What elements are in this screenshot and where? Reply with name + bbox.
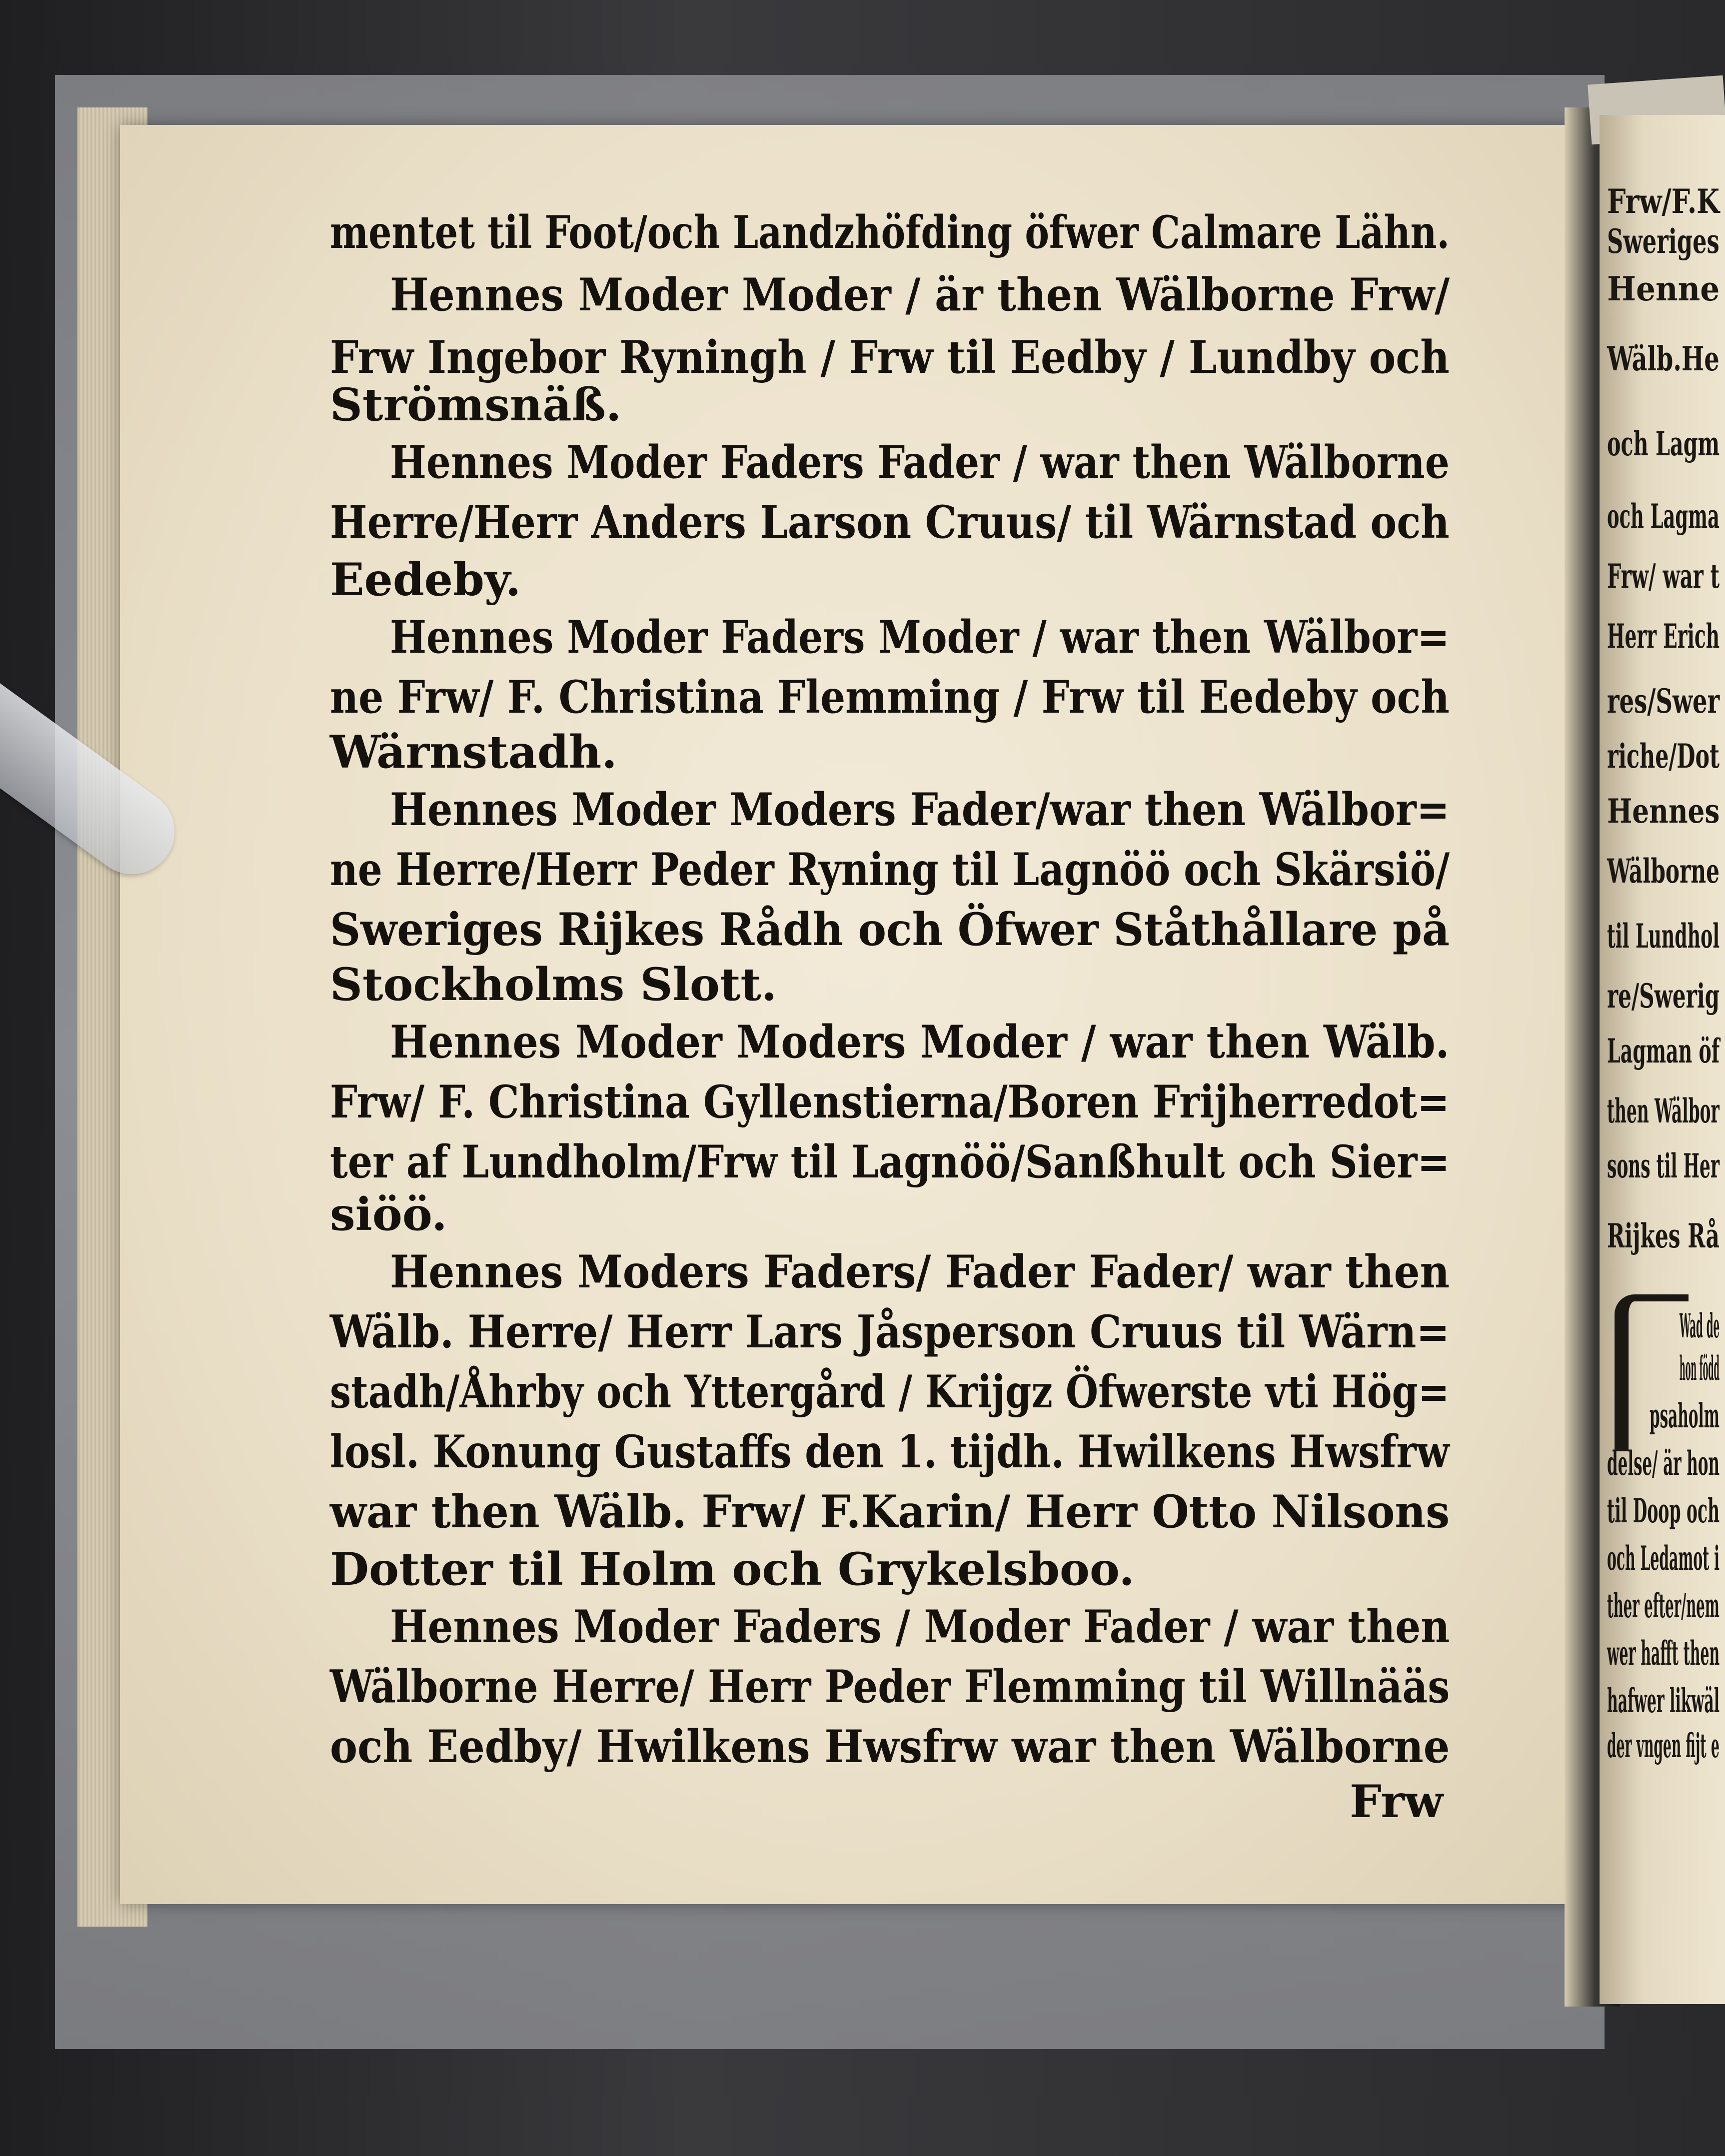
text-line: Hennes Moder Moders Moder / war then Wälb. (390, 1016, 1450, 1069)
right-text-line: sons til Her (1607, 1146, 1720, 1185)
text-line: stadh/Åhrby och Yttergård / Krijgz Öfwerste vti Hög= (330, 1365, 1450, 1418)
right-text-line: der vngen fijt e (1607, 1726, 1720, 1765)
text-line: Wärnstadh. (330, 726, 617, 779)
right-text-line: re/Swerig (1607, 977, 1720, 1016)
text-line: siöö. (330, 1188, 447, 1241)
right-text-line: Rijkes Rå (1607, 1216, 1720, 1255)
text-line: Eedeby. (330, 553, 521, 606)
right-text-line: Frw/ war t (1607, 557, 1720, 596)
text-line: ter af Lundholm/Frw til Lagnöö/Sanßhult och Sier= (330, 1135, 1450, 1188)
text-line: mentet til Foot/och Landzhöfding öfwer Calmare Lähn. (330, 206, 1450, 259)
catchword: Frw (1350, 1775, 1444, 1828)
text-line: och Eedby/ Hwilkens Hwsfrw war then Wälborne (330, 1720, 1450, 1773)
right-text-line: och Lagma (1607, 497, 1720, 536)
text-line: losl. Konung Gustaffs den 1. tijdh. Hwilkens Hwsfrw (330, 1425, 1450, 1478)
text-line: Wälb. Herre/ Herr Lars Jåsperson Cruus til Wärn= (330, 1305, 1450, 1358)
right-text-line: hon född (1680, 1349, 1720, 1388)
right-text-line: riche/Dot (1607, 737, 1720, 776)
text-line: Wälborne Herre/ Herr Peder Flemming til Willnääs (330, 1660, 1450, 1713)
text-line: Hennes Moder Moder / är then Wälborne Frw/ (390, 268, 1450, 321)
text-line: Hennes Moders Faders/ Fader Fader/ war then (390, 1245, 1450, 1298)
right-text-line: til Lundhol (1607, 917, 1720, 956)
right-text-line: Wälborne (1607, 852, 1720, 891)
right-text-line: ther efter/nem (1607, 1586, 1720, 1625)
text-line: Stockholms Slott. (330, 958, 777, 1011)
right-text-line: Sweriges (1607, 222, 1720, 261)
right-text-line: wer hafft then (1607, 1634, 1720, 1673)
right-text-line: til Doop och (1607, 1491, 1720, 1530)
right-text-line: Hennes (1607, 792, 1720, 831)
right-text-line: Frw/F.K (1607, 182, 1720, 221)
right-text-line: Wad de (1680, 1306, 1720, 1345)
right-text-line: psaholm (1650, 1396, 1720, 1435)
right-text-line: res/Swer (1607, 682, 1720, 721)
right-text-line: hafwer likwäl (1607, 1681, 1720, 1720)
text-line: ne Herre/Herr Peder Ryning til Lagnöö och Skärsiö/ (330, 843, 1450, 896)
right-text-line: delse/ är hon (1607, 1444, 1720, 1483)
text-line: Dotter til Holm och Grykelsboo. (330, 1543, 1135, 1596)
text-line: Herre/Herr Anders Larson Cruus/ til Wärnstad och (330, 496, 1450, 549)
right-text-line: och Ledamot i (1607, 1539, 1720, 1578)
text-line: war then Wälb. Frw/ F.Karin/ Herr Otto Nilsons (330, 1485, 1450, 1538)
right-text-line: Lagman öf (1607, 1032, 1720, 1071)
text-line: Hennes Moder Faders Fader / war then Wälborne (390, 436, 1450, 489)
right-text-line: och Lagm (1607, 424, 1720, 463)
text-line: Hennes Moder Faders Moder / war then Wälbor= (390, 611, 1450, 664)
text-line: Sweriges Rijkes Rådh och Öfwer Ståthållare på (330, 903, 1450, 956)
right-text-line: then Wälbor (1607, 1091, 1720, 1130)
text-line: ne Frw/ F. Christina Flemming / Frw til Eedeby och (330, 671, 1450, 724)
right-text-line: Wälb.He (1607, 339, 1720, 378)
text-line: Hennes Moder Faders / Moder Fader / war then (390, 1600, 1450, 1653)
text-line: Frw/ F. Christina Gyllenstierna/Boren Frijherredot= (330, 1076, 1450, 1128)
text-line: Frw Ingebor Ryningh / Frw til Eedby / Lundby och (330, 331, 1450, 384)
right-text-line: Henne (1607, 269, 1720, 308)
text-line: Hennes Moder Moders Fader/war then Wälbor= (390, 783, 1450, 836)
right-text-line: Herr Erich (1607, 617, 1720, 656)
text-line: Strömsnäß. (330, 378, 622, 431)
